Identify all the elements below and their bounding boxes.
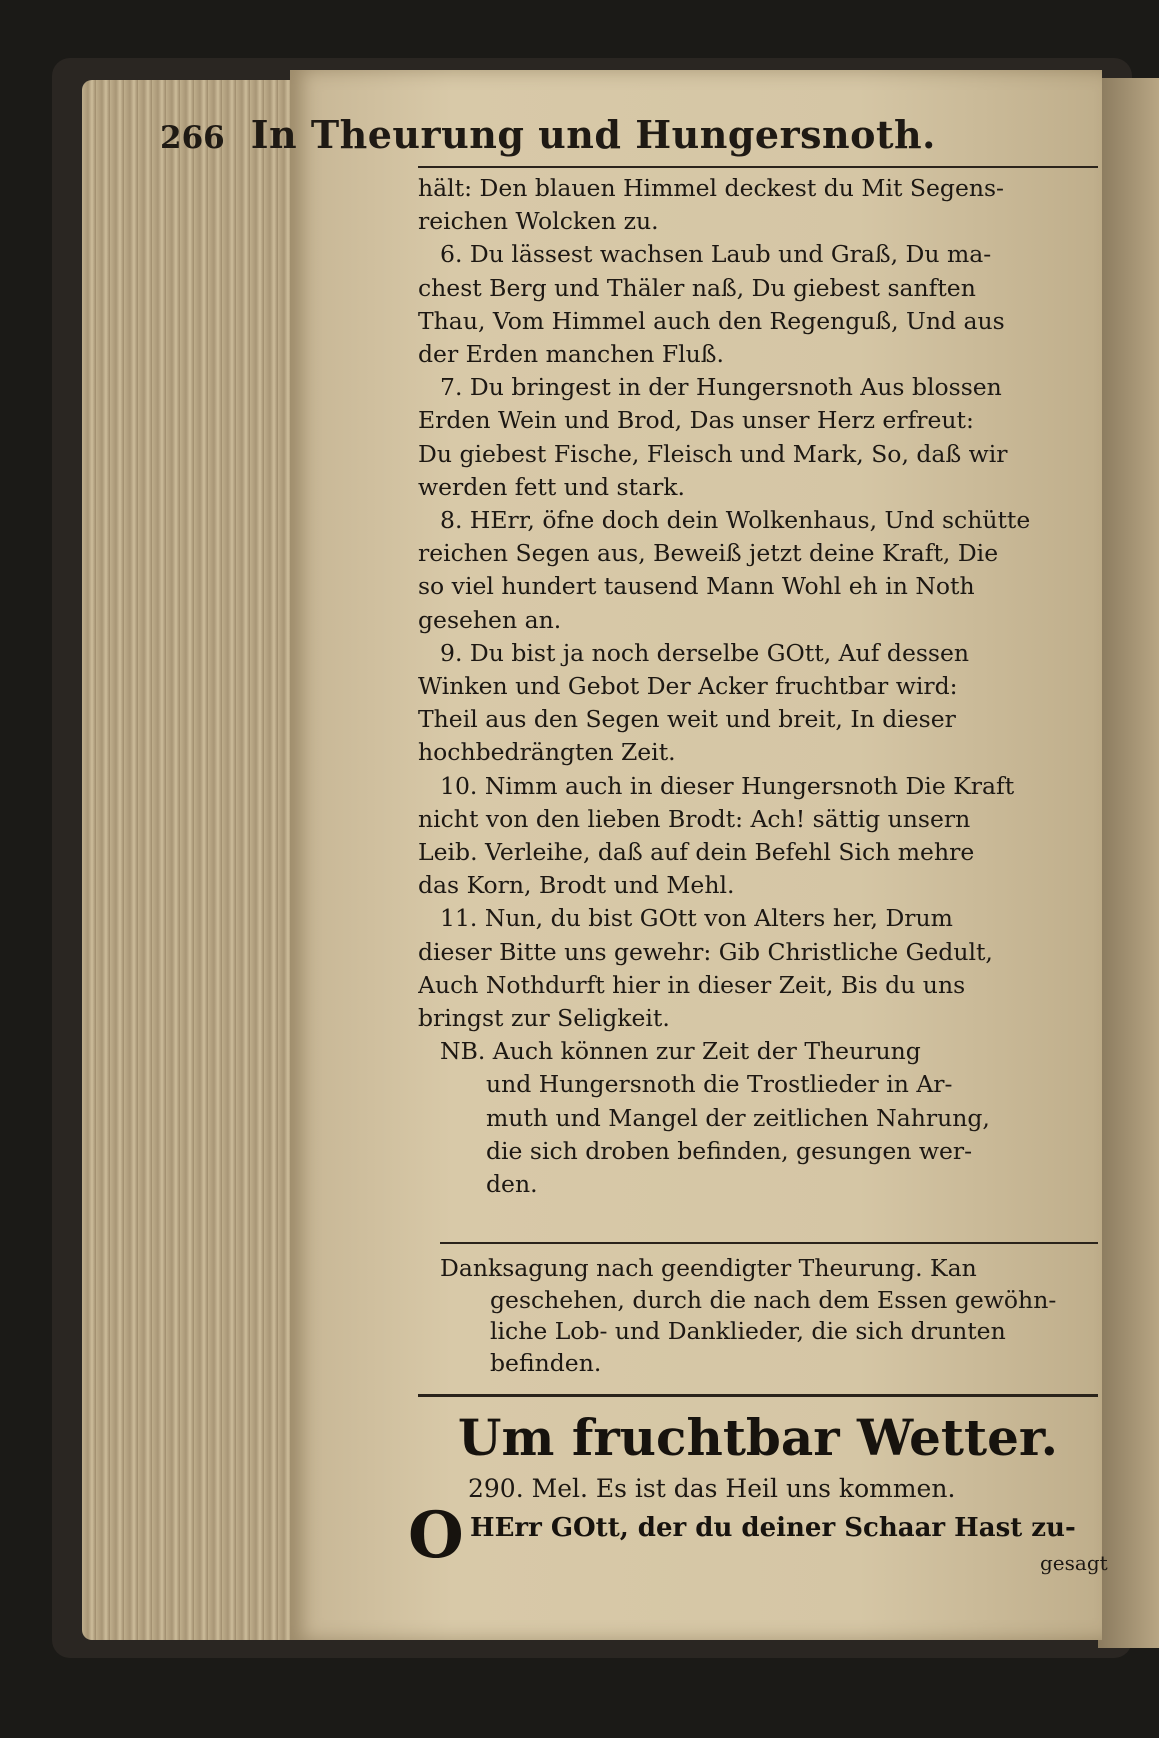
section-title: Um fruchtbar Wetter.	[457, 1408, 1059, 1467]
verse-line: Theil aus den Segen weit und breit, In dieser	[418, 705, 956, 734]
nota-bene-line: den.	[486, 1170, 538, 1199]
verse-line: bringst zur Seligkeit.	[418, 1004, 670, 1033]
verse-line: hält: Den blauen Himmel deckest du Mit Segens-	[418, 174, 1004, 202]
facing-page-edge	[1098, 78, 1159, 1648]
verse-line: nicht von den lieben Brodt: Ach! sättig unsern	[418, 804, 971, 833]
verse-line: reichen Wolcken zu.	[418, 207, 659, 236]
verse-line: so viel hundert tausend Mann Wohl eh in Noth	[418, 572, 975, 601]
verse-line: das Korn, Brodt und Mehl.	[418, 871, 735, 900]
verse-line: der Erden manchen Fluß.	[418, 340, 724, 369]
header-rule	[418, 166, 1098, 168]
verse-line: 9. Du bist ja noch derselbe GOtt, Auf dessen	[440, 638, 970, 667]
verse-line: reichen Segen aus, Beweiß jetzt deine Kraft, Die	[418, 539, 999, 568]
section-rule	[440, 1242, 1098, 1244]
hymn-verses	[418, 172, 1098, 1201]
thanksgiving-line: Danksagung nach geendigter Theurung. Kan	[440, 1254, 977, 1282]
verse-line: Erden Wein und Brod, Das unser Herz erfreut:	[418, 406, 974, 435]
verse-line: Du giebest Fische, Fleisch und Mark, So, daß wir	[418, 439, 1008, 468]
verse-line: 8. HErr, öfne doch dein Wolkenhaus, Und schütte	[440, 506, 1031, 535]
verse-line: Leib. Verleihe, daß auf dein Befehl Sich mehre	[418, 838, 975, 867]
nota-bene-line: die sich droben befinden, gesungen wer-	[486, 1136, 973, 1165]
verse-line: gesehen an.	[418, 605, 562, 634]
page-number: 266	[160, 120, 225, 156]
hymn-melody: 290. Mel. Es ist das Heil uns kommen.	[468, 1474, 956, 1503]
verse-line: Auch Nothdurft hier in dieser Zeit, Bis du uns	[418, 970, 966, 999]
section-rule	[418, 1394, 1098, 1397]
thanksgiving-note	[440, 1253, 1100, 1379]
verse-line: 11. Nun, du bist GOtt von Alters her, Drum	[440, 904, 953, 933]
verse-line: dieser Bitte uns gewehr: Gib Christliche Gedult,	[418, 937, 993, 966]
verse-line: Thau, Vom Himmel auch den Regenguß, Und aus	[418, 306, 1005, 335]
nota-bene-line: NB. Auch können zur Zeit der Theurung	[440, 1037, 921, 1066]
thanksgiving-line: liche Lob- und Danklieder, die sich drunten	[490, 1317, 1006, 1345]
verse-line: Winken und Gebot Der Acker fruchtbar wird:	[418, 672, 958, 701]
verse-line: 7. Du bringest in der Hungersnoth Aus blossen	[440, 373, 1002, 402]
verse-line: 10. Nimm auch in dieser Hungersnoth Die Kraft	[440, 771, 1015, 800]
drop-cap: O	[408, 1498, 464, 1573]
page-header	[160, 112, 1060, 162]
thanksgiving-line: geschehen, durch die nach dem Essen gewöhn-	[490, 1285, 1057, 1314]
verse-line: werden fett und stark.	[418, 472, 686, 501]
verse-line: 6. Du lässest wachsen Laub und Graß, Du ma-	[440, 240, 992, 269]
thanksgiving-line: befinden.	[490, 1348, 602, 1377]
verse-line: hochbedrängten Zeit.	[418, 738, 676, 767]
hymn-first-line: HErr GOtt, der du deiner Schaar Hast zu-	[470, 1513, 1076, 1543]
catchword: gesagt	[1040, 1551, 1108, 1575]
verse-line: chest Berg und Thäler naß, Du giebest sanften	[418, 273, 976, 302]
page-edges	[82, 80, 292, 1640]
nota-bene-line: muth und Mangel der zeitlichen Nahrung,	[486, 1103, 990, 1132]
nota-bene-line: und Hungersnoth die Trostlieder in Ar-	[486, 1070, 953, 1099]
running-title: In Theurung und Hungersnoth.	[250, 112, 936, 157]
